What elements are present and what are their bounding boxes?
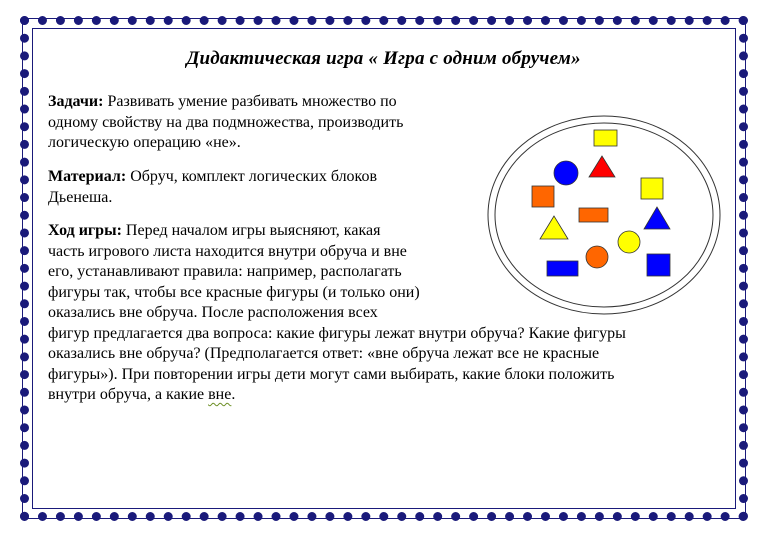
material-label: Материал: xyxy=(48,168,127,185)
procedure-line: фигуры»). При повторении игры дети могут сами выбирать, какие блоки положить xyxy=(48,365,615,383)
procedure-line: его, устанавливают правила: например, располагать xyxy=(48,263,402,280)
procedure-label: Ход игры: xyxy=(48,222,122,239)
procedure-line: оказались вне обруча. После расположения всех xyxy=(48,304,378,321)
tasks-line: Развивать умение разбивать множество по xyxy=(107,93,397,110)
procedure-period: . xyxy=(231,386,236,403)
orange-rectangle-block xyxy=(579,208,608,222)
spellcheck-word: вне xyxy=(208,386,232,403)
blue-rectangle-block xyxy=(547,261,578,276)
procedure-line: внутри обруча, а какие xyxy=(48,386,205,403)
orange-square-block xyxy=(532,186,554,207)
material-line: Дьенеша. xyxy=(48,188,113,206)
page-title: Дидактическая игра « Игра с одним обручем» xyxy=(186,48,581,69)
blue-square-block xyxy=(647,254,670,276)
procedure-line: часть игрового листа находится внутри обруча и вне xyxy=(48,242,407,260)
tasks-line: одному свойству на два подмножества, производить xyxy=(48,113,404,131)
material-paragraph xyxy=(48,167,377,208)
yellow-rectangle-block xyxy=(594,130,617,146)
blue-circle-block xyxy=(554,161,578,185)
yellow-circle-block xyxy=(618,231,640,253)
procedure-line: Перед началом игры выясняют, какая xyxy=(125,222,381,239)
yellow-square-block xyxy=(641,178,663,199)
material-line: Обруч, комплект логических блоков xyxy=(130,168,378,185)
orange-circle-block xyxy=(586,246,608,268)
hoop-illustration xyxy=(486,114,722,316)
procedure-line: фигур предлагается два вопроса: какие фигуры лежат внутри обруча? Какие фигуры xyxy=(48,324,626,342)
procedure-line: оказались вне обруча? (Предполагается ответ: «вне обруча лежат все не красные xyxy=(48,345,600,362)
procedure-line: фигуры так, чтобы все красные фигуры (и только они) xyxy=(48,283,420,301)
tasks-line: логическую операцию «не». xyxy=(48,134,241,151)
tasks-label: Задачи: xyxy=(48,93,104,110)
tasks-paragraph xyxy=(48,92,403,154)
